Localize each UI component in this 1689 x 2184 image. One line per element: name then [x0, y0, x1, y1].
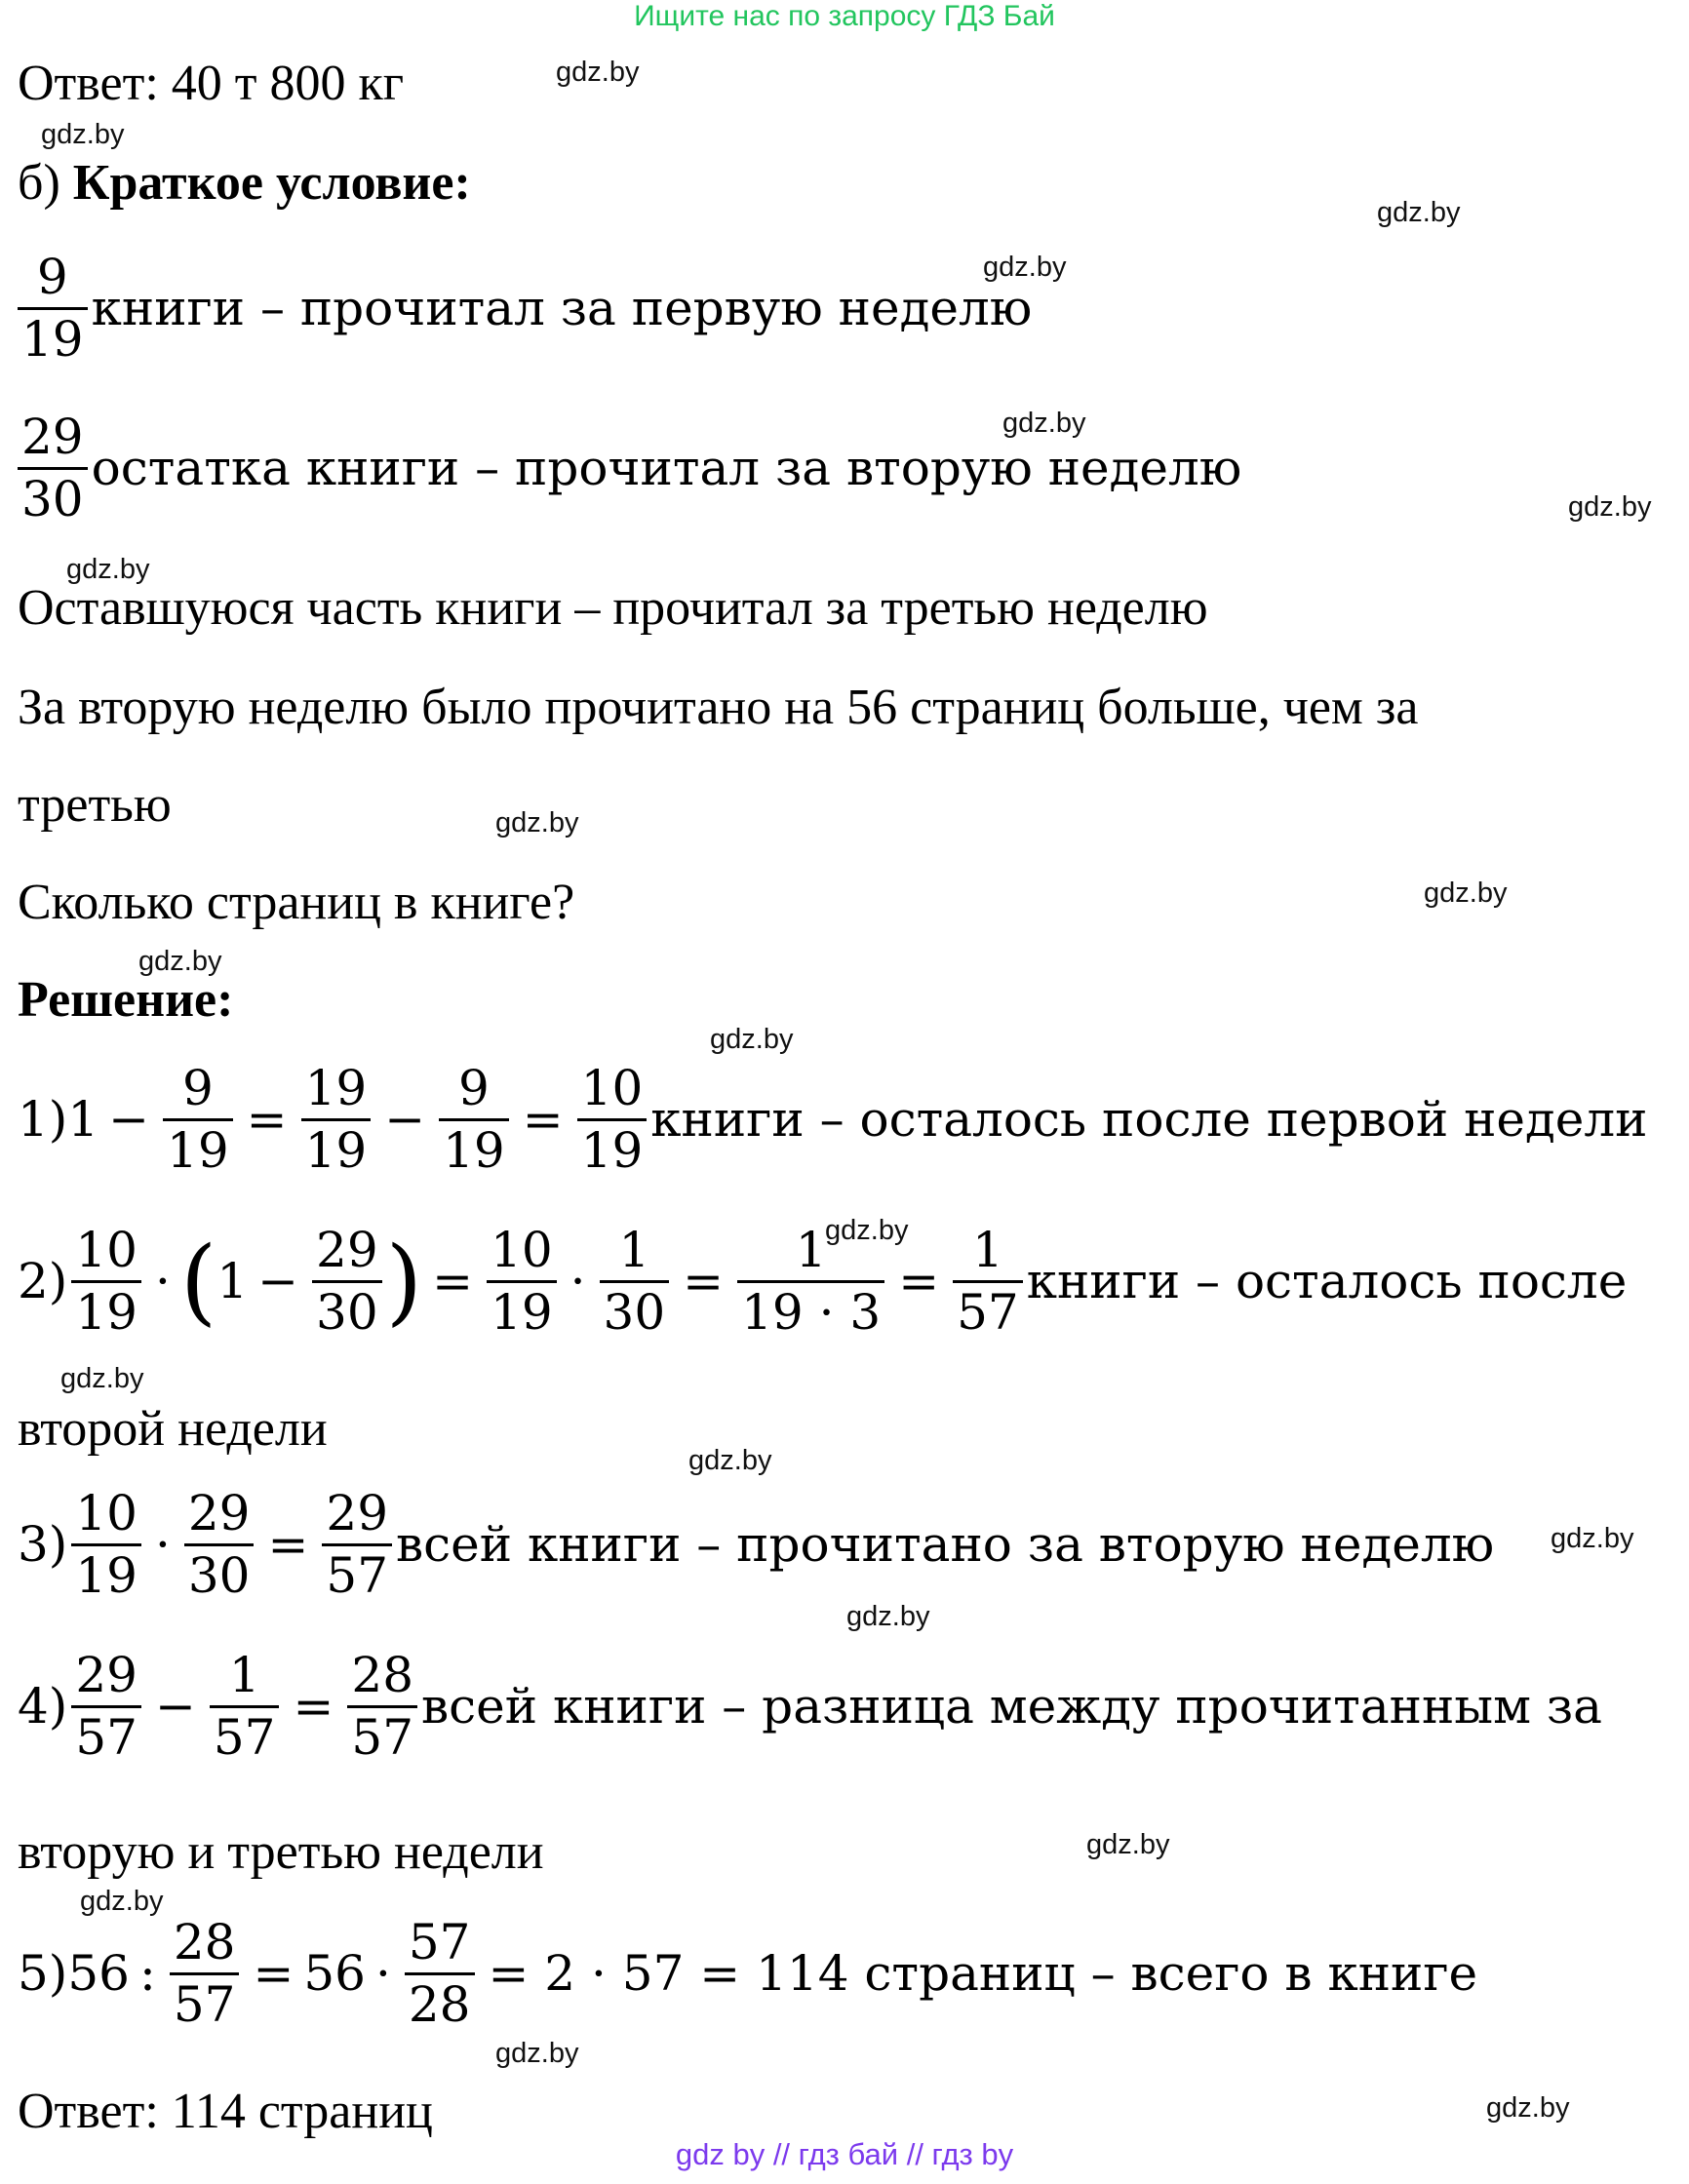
watermark: gdz.by — [710, 1024, 794, 1055]
fraction-numerator: 29 — [21, 409, 84, 465]
fraction-denominator: 57 — [347, 1705, 417, 1764]
part-b-title: Краткое условие: — [72, 155, 471, 211]
final-answer: Ответ: 114 страниц — [18, 2084, 433, 2139]
fraction — [577, 1060, 648, 1179]
fraction — [71, 1647, 141, 1766]
condition-difference: За вторую неделю было прочитано на 56 страниц больше, чем за — [18, 680, 1419, 735]
step-2: 2) $\frac{10}{19}$ · ( 1 − $\frac{29}{30}$ ) = $\frac{10}{19}$ · $\frac{1}{30}$ = $\frac{1}{19 \cdot 3}$ = $\frac{1}{57}$ книги – осталось после — [18, 1222, 1628, 1341]
watermark: gdz.by — [495, 2038, 579, 2069]
fraction-week1 — [18, 249, 88, 368]
fraction-denominator: 57 — [71, 1705, 141, 1764]
previous-answer: Ответ: 40 т 800 кг — [18, 56, 405, 111]
fraction-denominator: 28 — [405, 1972, 475, 2031]
fraction-denominator: 57 — [953, 1280, 1023, 1339]
condition-week3: Оставшуюся часть книги – прочитал за третью неделю — [18, 580, 1208, 636]
step-4: 4) $\frac{29}{57}$ − $\frac{1}{57}$ = $\frac{28}{57}$ всей книги – разница между прочитанным за — [18, 1647, 1602, 1766]
watermark: gdz.by — [41, 119, 125, 150]
watermark: gdz.by — [1377, 197, 1461, 228]
fraction-denominator: 19 — [18, 307, 88, 366]
step-2-text-cont: второй недели — [18, 1401, 328, 1457]
fraction-numerator: 57 — [408, 1914, 471, 1970]
fraction-numerator: 1 — [795, 1222, 827, 1278]
watermark: gdz.by — [1424, 878, 1508, 909]
solution-title: Решение: — [18, 972, 234, 1028]
fraction-numerator: 19 — [304, 1060, 368, 1116]
fraction-numerator: 10 — [491, 1222, 553, 1278]
condition-difference-cont: третью — [18, 777, 172, 833]
part-b-heading — [18, 155, 471, 211]
fraction-denominator: 57 — [210, 1705, 280, 1764]
fraction-denominator: 57 — [170, 1972, 240, 2031]
fraction-denominator: 19 — [163, 1118, 233, 1177]
condition-question: Сколько страниц в книге? — [18, 875, 575, 930]
fraction-numerator: 28 — [351, 1647, 414, 1703]
fraction — [953, 1222, 1023, 1341]
fraction — [170, 1914, 240, 2033]
step-3: 3) $\frac{10}{19}$ · $\frac{29}{30}$ = $\frac{29}{57}$ всей книги – прочитано за вторую неделю — [18, 1485, 1495, 1604]
part-b-prefix: б) — [18, 155, 60, 211]
fraction-numerator: 29 — [187, 1485, 251, 1541]
watermark: gdz.by — [846, 1601, 930, 1632]
step-1-text: книги – осталось после первой недели — [650, 1091, 1648, 1148]
watermark: gdz.by — [60, 1363, 144, 1394]
watermark: gdz.by — [1568, 491, 1652, 523]
fraction-denominator: 19 — [577, 1118, 648, 1177]
fraction-numerator: 1 — [972, 1222, 1003, 1278]
condition-week2-text: остатка книги – прочитал за вторую неделю — [91, 440, 1242, 496]
step-2-text: книги – осталось после — [1026, 1253, 1628, 1309]
fraction-numerator: 9 — [36, 249, 68, 305]
watermark: gdz.by — [688, 1445, 772, 1476]
fraction-denominator: 19 — [71, 1543, 141, 1602]
fraction-denominator: 19 — [487, 1280, 557, 1339]
step-5: 5) 56 : $\frac{28}{57}$ = 56 · $\frac{57}{28}$ = 2 · 57 = 114 страниц – всего в книге — [18, 1914, 1478, 2033]
step-5-text: = 2 · 57 = 114 страниц – всего в книге — [488, 1945, 1478, 2002]
fraction-week2 — [18, 411, 88, 525]
fraction — [322, 1485, 392, 1604]
fraction-numerator: 29 — [326, 1485, 389, 1541]
watermark: gdz.by — [80, 1886, 164, 1917]
fraction-numerator: 9 — [458, 1060, 490, 1116]
step-1: 1) 1 − $\frac{9}{19}$ = $\frac{19}{19}$ − $\frac{9}{19}$ = $\frac{10}{19}$ книги – осталось после первой недели — [18, 1060, 1648, 1179]
fraction — [312, 1222, 382, 1341]
fraction-denominator: 30 — [18, 467, 88, 526]
watermark: gdz.by — [983, 252, 1067, 283]
header-search-link[interactable]: Ищите нас по запросу ГДЗ Бай — [634, 0, 1055, 32]
fraction — [347, 1647, 417, 1766]
fraction-numerator: 9 — [181, 1060, 214, 1116]
fraction-denominator: 19 — [301, 1118, 372, 1177]
fraction — [439, 1060, 509, 1179]
fraction — [71, 1222, 141, 1341]
watermark: gdz.by — [1486, 2092, 1570, 2124]
fraction-numerator: 28 — [173, 1914, 236, 1970]
footer-links[interactable]: gdz by // гдз бай // гдз by — [675, 2137, 1014, 2171]
fraction-denominator: 19 · 3 — [737, 1280, 884, 1339]
watermark: gdz.by — [1551, 1523, 1634, 1554]
fraction — [487, 1222, 557, 1341]
fraction-denominator: 30 — [312, 1280, 382, 1339]
fraction-denominator: 19 — [71, 1280, 141, 1339]
step-4-text-cont: вторую и третью недели — [18, 1824, 544, 1880]
watermark: gdz.by — [1086, 1829, 1170, 1860]
fraction-numerator: 10 — [75, 1222, 137, 1278]
watermark: gdz.by — [495, 807, 579, 838]
fraction-denominator: 19 — [439, 1118, 509, 1177]
fraction — [71, 1485, 141, 1604]
fraction — [600, 1222, 670, 1341]
fraction — [301, 1060, 372, 1179]
step-3-text: всей книги – прочитано за вторую неделю — [396, 1516, 1495, 1573]
fraction-denominator: 30 — [600, 1280, 670, 1339]
condition-week1-text: книги – прочитал за первую неделю — [91, 280, 1033, 336]
fraction — [184, 1485, 255, 1604]
watermark: gdz.by — [825, 1215, 909, 1246]
fraction-numerator: 29 — [75, 1647, 137, 1703]
fraction — [405, 1914, 475, 2033]
condition-week1 — [14, 249, 1033, 368]
fraction-numerator: 10 — [75, 1485, 137, 1541]
watermark: gdz.by — [556, 57, 640, 88]
watermark: gdz.by — [1002, 408, 1086, 439]
fraction-numerator: 10 — [580, 1060, 644, 1116]
step-4-text: всей книги – разница между прочитанным за — [421, 1678, 1602, 1735]
fraction-numerator: 1 — [618, 1222, 650, 1278]
fraction — [210, 1647, 280, 1766]
fraction-numerator: 29 — [316, 1222, 378, 1278]
fraction-denominator: 30 — [184, 1543, 255, 1602]
fraction — [163, 1060, 233, 1179]
fraction-numerator: 1 — [228, 1647, 260, 1703]
watermark: gdz.by — [66, 554, 150, 585]
watermark: gdz.by — [138, 946, 222, 977]
fraction-denominator: 57 — [322, 1543, 392, 1602]
